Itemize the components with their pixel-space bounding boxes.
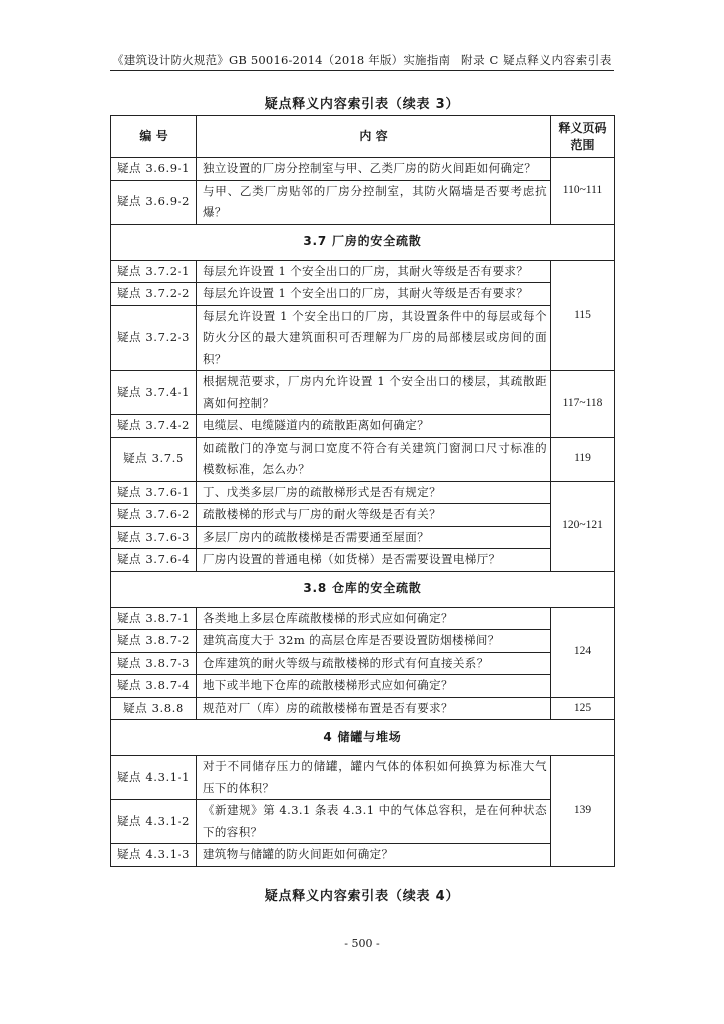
row-content: 丁、戊类多层厂房的疏散梯形式是否有规定？: [197, 481, 551, 504]
table-title: 疑点释义内容索引表（续表 3）: [264, 97, 460, 112]
row-pages: 119: [551, 437, 615, 481]
next-table-title: 疑点释义内容索引表（续表 4）: [264, 889, 460, 904]
row-pages: 117~118: [551, 371, 615, 438]
row-content: 对于不同储存压力的储罐，罐内气体的体积如何换算为标准大气压下的体积？: [197, 756, 551, 800]
row-content: 独立设置的厂房分控制室与甲、乙类厂房的防火间距如何确定？: [197, 158, 551, 181]
table-row: [111, 504, 615, 527]
row-content: 与甲、乙类厂房贴邻的厂房分控制室，其防火隔墙是否要考虑抗爆？: [197, 180, 551, 224]
row-pages: 139: [551, 756, 615, 867]
table-row: [111, 180, 615, 224]
table-row: [111, 697, 615, 720]
table-row: [111, 652, 615, 675]
row-code: 疑点 3.7.5: [111, 437, 197, 481]
table-row: [111, 260, 615, 283]
row-code: 疑点 3.8.7-2: [111, 630, 197, 653]
table-row: [111, 481, 615, 504]
table-row: [111, 371, 615, 415]
table-row: [111, 607, 615, 630]
index-table: [110, 115, 615, 867]
section-title: 3.8 仓库的安全疏散: [111, 571, 615, 607]
row-code: 疑点 3.7.6-4: [111, 549, 197, 572]
row-content: 建筑高度大于 32m 的高层仓库是否要设置防烟楼梯间？: [197, 630, 551, 653]
row-content: 多层厂房内的疏散楼梯是否需要通至屋面？: [197, 526, 551, 549]
row-code: 疑点 3.7.2-2: [111, 283, 197, 306]
row-code: 疑点 4.3.1-3: [111, 844, 197, 867]
column-header-content: 内 容: [197, 116, 551, 158]
table-row: [111, 844, 615, 867]
row-pages: 110~111: [551, 158, 615, 225]
row-pages: 124: [551, 607, 615, 697]
column-header-pages: 释义页码范围: [551, 116, 615, 158]
row-pages: 115: [551, 260, 615, 371]
row-content: 各类地上多层仓库疏散楼梯的形式应如何确定？: [197, 607, 551, 630]
row-pages: 120~121: [551, 481, 615, 571]
table-row: [111, 549, 615, 572]
running-header-appendix: 附录 C 疑点释义内容索引表: [460, 53, 612, 67]
table-row: [111, 415, 615, 438]
row-content: 每层允许设置 1 个安全出口的厂房，其耐火等级是否有要求？: [197, 260, 551, 283]
table-row: [111, 158, 615, 181]
table-row: [111, 305, 615, 371]
row-content: 每层允许设置 1 个安全出口的厂房，其设置条件中的每层或每个防火分区的最大建筑面积可否理解为厂房的局部楼层或房间的面积？: [197, 305, 551, 371]
page-number: - 500 -: [344, 937, 380, 950]
row-code: 疑点 3.6.9-2: [111, 180, 197, 224]
row-content: 每层允许设置 1 个安全出口的厂房，其耐火等级是否有要求？: [197, 283, 551, 306]
table-row: [111, 800, 615, 844]
row-content: 地下或半地下仓库的疏散楼梯形式应如何确定？: [197, 675, 551, 698]
row-code: 疑点 3.7.2-3: [111, 305, 197, 371]
table-row: [111, 283, 615, 306]
table-row: [111, 756, 615, 800]
row-code: 疑点 3.7.6-3: [111, 526, 197, 549]
table-row: [111, 526, 615, 549]
row-code: 疑点 3.8.7-1: [111, 607, 197, 630]
row-code: 疑点 3.6.9-1: [111, 158, 197, 181]
row-code: 疑点 3.7.6-1: [111, 481, 197, 504]
row-content: 厂房内设置的普通电梯（如货梯）是否需要设置电梯厅？: [197, 549, 551, 572]
row-code: 疑点 3.7.2-1: [111, 260, 197, 283]
row-code: 疑点 3.8.8: [111, 697, 197, 720]
section-title: 3.7 厂房的安全疏散: [111, 224, 615, 260]
row-content: 建筑物与储罐的防火间距如何确定？: [197, 844, 551, 867]
table-header-row: [111, 116, 615, 158]
row-content: 疏散楼梯的形式与厂房的耐火等级是否有关？: [197, 504, 551, 527]
table-row: [111, 437, 615, 481]
section-row: [111, 571, 615, 607]
row-content: 仓库建筑的耐火等级与疏散楼梯的形式有何直接关系？: [197, 652, 551, 675]
row-content: 电缆层、电缆隧道内的疏散距离如何确定？: [197, 415, 551, 438]
row-pages: 125: [551, 697, 615, 720]
row-code: 疑点 3.8.7-4: [111, 675, 197, 698]
row-code: 疑点 4.3.1-1: [111, 756, 197, 800]
row-content: 规范对厂（库）房的疏散楼梯布置是否有要求？: [197, 697, 551, 720]
running-header-book-title: 《建筑设计防火规范》GB 50016-2014（2018 年版）实施指南: [112, 53, 451, 67]
table-row: [111, 675, 615, 698]
header-divider: [110, 70, 614, 71]
column-header-code: 编 号: [111, 116, 197, 158]
row-content: 根据规范要求，厂房内允许设置 1 个安全出口的楼层，其疏散距离如何控制？: [197, 371, 551, 415]
row-code: 疑点 4.3.1-2: [111, 800, 197, 844]
row-content: 《新建规》第 4.3.1 条表 4.3.1 中的气体总容积，是在何种状态下的容积？: [197, 800, 551, 844]
row-code: 疑点 3.7.4-1: [111, 371, 197, 415]
row-code: 疑点 3.7.6-2: [111, 504, 197, 527]
section-row: [111, 224, 615, 260]
section-title: 4 储罐与堆场: [111, 720, 615, 756]
table-row: [111, 630, 615, 653]
row-content: 如疏散门的净宽与洞口宽度不符合有关建筑门窗洞口尺寸标准的模数标准，怎么办？: [197, 437, 551, 481]
table-body: [111, 158, 615, 867]
section-row: [111, 720, 615, 756]
row-code: 疑点 3.7.4-2: [111, 415, 197, 438]
row-code: 疑点 3.8.7-3: [111, 652, 197, 675]
